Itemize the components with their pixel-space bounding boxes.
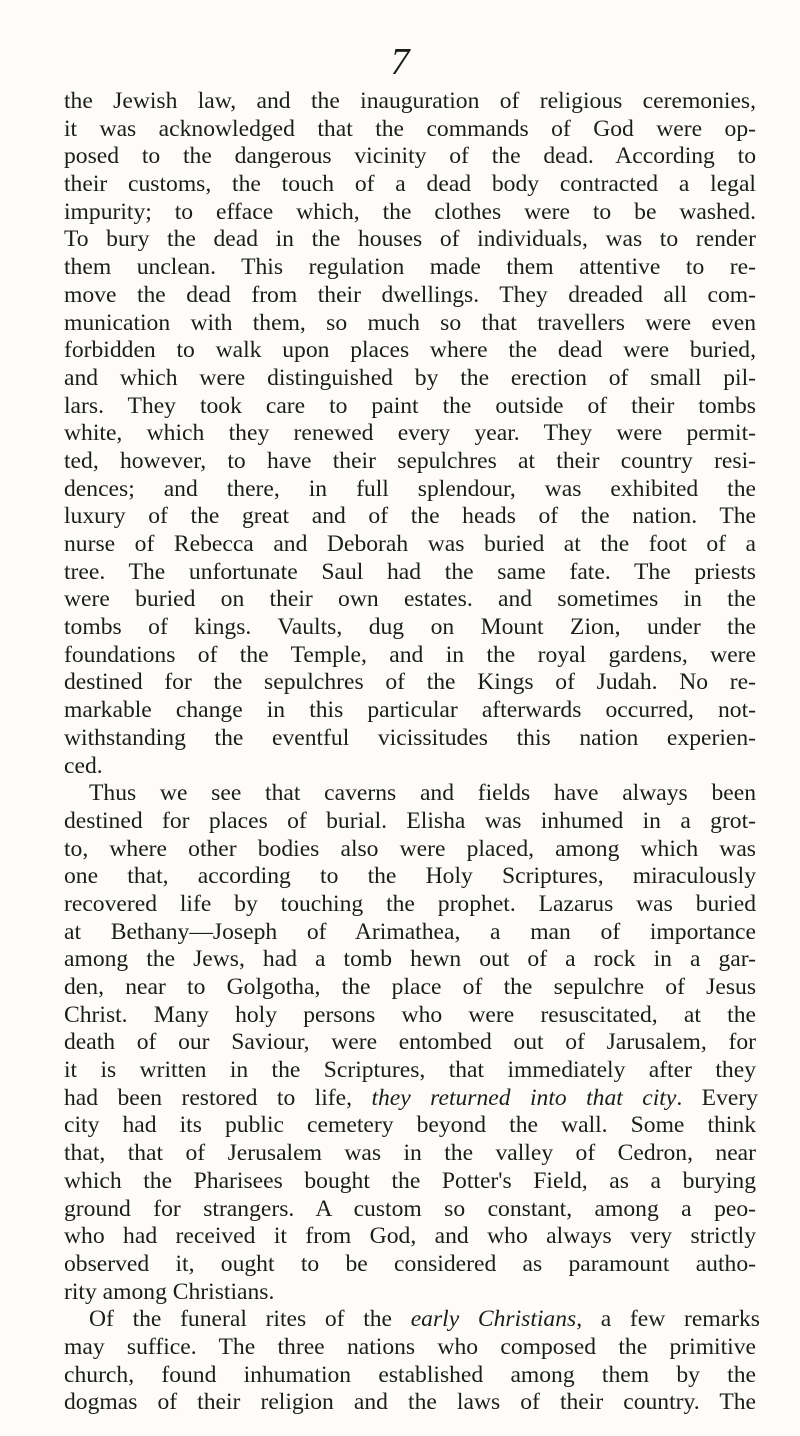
- text-line: den, near to Golgotha, the place of the sepulchre of Jesus: [64, 974, 756, 1000]
- text-line: their customs, the touch of a dead body contracted a legal: [64, 171, 756, 198]
- text-line: that, that of Jerusalem was in the valley of Cedron, near: [64, 1140, 756, 1167]
- text-line: them unclean. This regulation made them attentive to re-: [64, 254, 756, 281]
- text-line: the Jewish law, and the inauguration of religious ceremonies,: [64, 88, 756, 114]
- text-line: To bury the dead in the houses of individuals, was to render: [64, 226, 756, 253]
- text-line: among the Jews, had a tomb hewn out of a rock in a gar-: [64, 946, 756, 973]
- text-line: Christ. Many holy persons who were resuscitated, at the: [64, 1001, 756, 1028]
- body-text: [64, 88, 760, 1417]
- text-line: [64, 1085, 756, 1113]
- italic-text: early Christians: [410, 1306, 577, 1333]
- text-line: dogmas of their religion and the laws of their country. The: [64, 1389, 756, 1416]
- text-line: death of our Saviour, were entombed out of Jarusalem, for: [64, 1029, 756, 1056]
- text-line: withstanding the eventful vicissitudes this nation experien-: [64, 724, 756, 751]
- text-line: destined for the sepulchres of the Kings of Judah. No re-: [64, 669, 756, 696]
- text-line: destined for places of burial. Elisha was inhumed in a grot-: [64, 807, 756, 834]
- page-number: 7: [390, 41, 410, 83]
- italic-text: they returned into that city: [371, 1084, 677, 1111]
- text-line: munication with them, so much so that travellers were even: [64, 309, 756, 336]
- text-line: ced.: [64, 752, 103, 779]
- text-line: were buried on their own estates. and sometimes in the: [64, 586, 756, 613]
- text-line: may suffice. The three nations who composed the primitive: [64, 1333, 756, 1360]
- text-line: who had received it from God, and who always very strictly: [64, 1223, 756, 1250]
- text-line: forbidden to walk upon places where the dead were buried,: [64, 337, 756, 364]
- text-line: tombs of kings. Vaults, dug on Mount Zion, under the: [64, 614, 756, 641]
- text-line: and which were distinguished by the erection of small pil-: [64, 364, 756, 391]
- text-line: to, where other bodies also were placed, among which was: [64, 835, 756, 862]
- text-line: it is written in the Scriptures, that immediately after they: [64, 1057, 756, 1084]
- text-line: ted, however, to have their sepulchres at their country resi-: [64, 447, 756, 474]
- text-line: city had its public cemetery beyond the wall. Some think: [64, 1112, 756, 1139]
- text-line: move the dead from their dwellings. They dreaded all com-: [64, 281, 756, 308]
- text-segment: Of the funeral rites of the: [89, 1306, 411, 1333]
- text-line: white, which they renewed every year. They were permit-: [64, 420, 756, 447]
- text-line: nurse of Rebecca and Deborah was buried at the foot of a: [64, 531, 756, 557]
- text-line: lars. They took care to paint the outside of their tombs: [64, 392, 756, 419]
- text-line: markable change in this particular afterwards occurred, not-: [64, 697, 756, 724]
- text-line: recovered life by touching the prophet. Lazarus was buried: [64, 890, 756, 917]
- text-line: one that, according to the Holy Scriptures, miraculously: [64, 863, 756, 890]
- text-line: luxury of the great and of the heads of the nation. The: [64, 503, 756, 530]
- text-segment: , a few remarks: [576, 1306, 760, 1333]
- text-line: observed it, ought to be considered as paramount autho-: [64, 1250, 756, 1277]
- text-line: impurity; to efface which, the clothes were to be washed.: [64, 198, 756, 225]
- text-line: tree. The unfortunate Saul had the same fate. The priests: [64, 558, 756, 585]
- text-line: rity among Christians.: [64, 1278, 275, 1305]
- text-line: which the Pharisees bought the Potter's Field, as a burying: [64, 1167, 756, 1194]
- text-line: at Bethany—Joseph of Arimathea, a man of importance: [64, 918, 756, 945]
- text-line: it was acknowledged that the commands of God were op-: [64, 115, 756, 142]
- text-segment: . Every: [676, 1084, 758, 1111]
- text-line: foundations of the Temple, and in the royal gardens, were: [64, 641, 756, 668]
- text-line: [64, 1306, 760, 1334]
- text-line: Thus we see that caverns and fields have always been: [89, 780, 756, 807]
- text-line: church, found inhumation established among them by the: [64, 1361, 756, 1388]
- text-line: posed to the dangerous vicinity of the dead. According to: [64, 143, 756, 170]
- text-line: ground for strangers. A custom so constant, among a peo-: [64, 1195, 756, 1222]
- text-segment: had been restored to life,: [64, 1084, 372, 1111]
- text-line: dences; and there, in full splendour, was exhibited the: [64, 475, 756, 502]
